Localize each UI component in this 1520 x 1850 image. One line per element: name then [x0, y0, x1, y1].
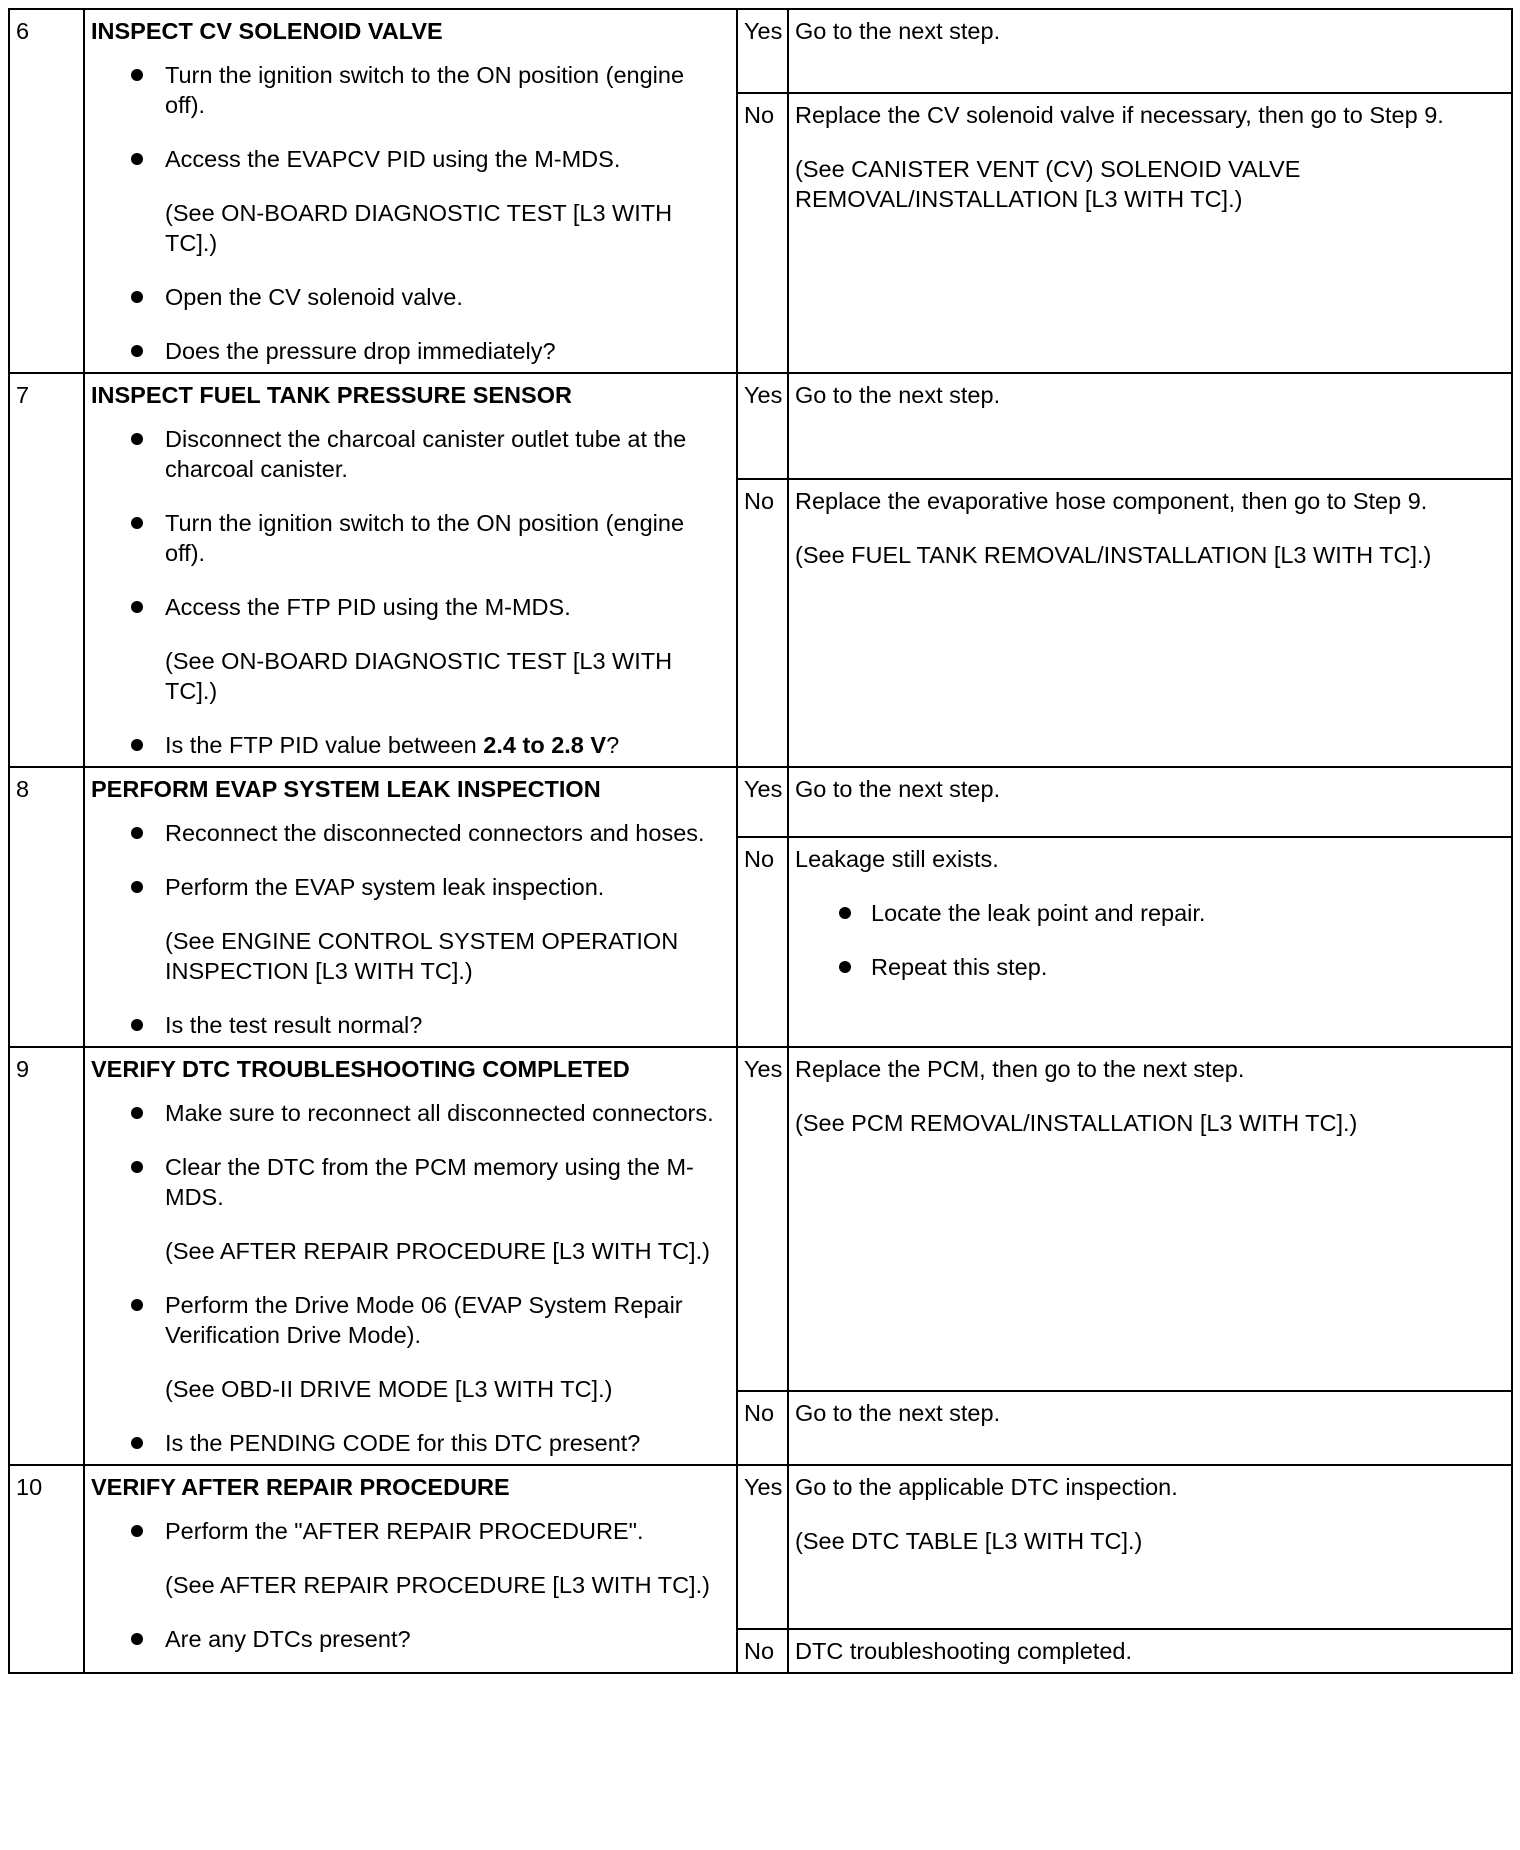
no-result: Leakage still exists. Locate the leak point and repair. Repeat this step.: [788, 837, 1512, 1047]
step-title: VERIFY AFTER REPAIR PROCEDURE: [91, 1474, 510, 1500]
action-item: Perform the Drive Mode 06 (EVAP System Repair Verification Drive Mode). (See OBD-II DRIVE MODE [L3 WITH TC].): [131, 1290, 730, 1404]
yes-label: Yes: [737, 1465, 788, 1629]
reference-link: (See AFTER REPAIR PROCEDURE [L3 WITH TC].): [165, 1572, 710, 1598]
no-result: Replace the evaporative hose component, then go to Step 9. (See FUEL TANK REMOVAL/INSTALLATION [L3 WITH TC].): [788, 479, 1512, 767]
no-label: No: [737, 1391, 788, 1465]
action-item: Reconnect the disconnected connectors and hoses.: [131, 818, 730, 848]
result-list: [795, 898, 1505, 982]
step-action-cell: [84, 373, 737, 767]
step-title: INSPECT CV SOLENOID VALVE: [91, 18, 443, 44]
yes-label: Yes: [737, 767, 788, 837]
no-result: Replace the CV solenoid valve if necessary, then go to Step 9. (See CANISTER VENT (CV) SOLENOID VALVE REMOVAL/INSTALLATION [L3 WITH TC].): [788, 93, 1512, 373]
reference-link: (See PCM REMOVAL/INSTALLATION [L3 WITH TC].): [795, 1110, 1358, 1136]
reference-link: (See ENGINE CONTROL SYSTEM OPERATION INSPECTION [L3 WITH TC].): [165, 928, 679, 984]
step-title: PERFORM EVAP SYSTEM LEAK INSPECTION: [91, 776, 601, 802]
troubleshooting-table: [8, 8, 1513, 1674]
result-item: Locate the leak point and repair.: [839, 898, 1505, 928]
reference-link: (See DTC TABLE [L3 WITH TC].): [795, 1528, 1143, 1554]
reference-link: (See ON-BOARD DIAGNOSTIC TEST [L3 WITH TC].): [165, 200, 673, 256]
action-item: Disconnect the charcoal canister outlet tube at the charcoal canister.: [131, 424, 730, 484]
yes-result: Go to the next step.: [788, 373, 1512, 479]
yes-label: Yes: [737, 1047, 788, 1391]
action-list: [91, 1098, 730, 1458]
value-range: 2.4 to 2.8 V: [483, 732, 607, 758]
action-item: Make sure to reconnect all disconnected connectors.: [131, 1098, 730, 1128]
step-number: 6: [9, 9, 84, 373]
action-item: Is the PENDING CODE for this DTC present?: [131, 1428, 730, 1458]
step-row-7-yes: [9, 373, 1512, 479]
action-item: Turn the ignition switch to the ON position (engine off).: [131, 508, 730, 568]
no-label: No: [737, 837, 788, 1047]
action-item: Is the FTP PID value between 2.4 to 2.8 V?: [131, 730, 730, 760]
step-row-9-yes: [9, 1047, 1512, 1391]
step-row-10-yes: [9, 1465, 1512, 1629]
reference-link: (See FUEL TANK REMOVAL/INSTALLATION [L3 WITH TC].): [795, 542, 1432, 568]
reference-link: (See ON-BOARD DIAGNOSTIC TEST [L3 WITH TC].): [165, 648, 673, 704]
step-number: 10: [9, 1465, 84, 1673]
document-page: [8, 8, 1511, 1674]
action-list: [91, 60, 730, 366]
action-item: Is the test result normal?: [131, 1010, 730, 1040]
step-action-cell: [84, 1047, 737, 1465]
no-label: No: [737, 1629, 788, 1673]
step-row-8-yes: [9, 767, 1512, 837]
step-title: VERIFY DTC TROUBLESHOOTING COMPLETED: [91, 1056, 630, 1082]
action-list: [91, 1516, 730, 1654]
no-result: Go to the next step.: [788, 1391, 1512, 1465]
action-item: Open the CV solenoid valve.: [131, 282, 730, 312]
result-item: Repeat this step.: [839, 952, 1505, 982]
yes-result: Go to the applicable DTC inspection. (See DTC TABLE [L3 WITH TC].): [788, 1465, 1512, 1629]
yes-result: Go to the next step.: [788, 9, 1512, 93]
yes-result: Go to the next step.: [788, 767, 1512, 837]
step-number: 8: [9, 767, 84, 1047]
step-action-cell: [84, 1465, 737, 1673]
yes-label: Yes: [737, 373, 788, 479]
action-item: Perform the "AFTER REPAIR PROCEDURE". (See AFTER REPAIR PROCEDURE [L3 WITH TC].): [131, 1516, 730, 1600]
reference-link: (See CANISTER VENT (CV) SOLENOID VALVE REMOVAL/INSTALLATION [L3 WITH TC].): [795, 156, 1301, 212]
no-label: No: [737, 479, 788, 767]
action-item: Does the pressure drop immediately?: [131, 336, 730, 366]
step-action-cell: [84, 9, 737, 373]
action-item: Perform the EVAP system leak inspection. (See ENGINE CONTROL SYSTEM OPERATION INSPECTION [L3 WITH TC].): [131, 872, 730, 986]
step-title: INSPECT FUEL TANK PRESSURE SENSOR: [91, 382, 572, 408]
step-row-6-yes: [9, 9, 1512, 93]
action-item: Access the EVAPCV PID using the M-MDS. (See ON-BOARD DIAGNOSTIC TEST [L3 WITH TC].): [131, 144, 730, 258]
action-item: Turn the ignition switch to the ON position (engine off).: [131, 60, 730, 120]
yes-label: Yes: [737, 9, 788, 93]
action-item: Are any DTCs present?: [131, 1624, 730, 1654]
step-action-cell: [84, 767, 737, 1047]
action-list: [91, 424, 730, 760]
action-item: Access the FTP PID using the M-MDS. (See ON-BOARD DIAGNOSTIC TEST [L3 WITH TC].): [131, 592, 730, 706]
step-number: 7: [9, 373, 84, 767]
action-list: [91, 818, 730, 1040]
reference-link: (See AFTER REPAIR PROCEDURE [L3 WITH TC].): [165, 1238, 710, 1264]
yes-result: Replace the PCM, then go to the next step. (See PCM REMOVAL/INSTALLATION [L3 WITH TC].): [788, 1047, 1512, 1391]
reference-link: (See OBD-II DRIVE MODE [L3 WITH TC].): [165, 1376, 613, 1402]
no-result: DTC troubleshooting completed.: [788, 1629, 1512, 1673]
step-number: 9: [9, 1047, 84, 1465]
action-item: Clear the DTC from the PCM memory using the M-MDS. (See AFTER REPAIR PROCEDURE [L3 WITH TC].): [131, 1152, 730, 1266]
no-label: No: [737, 93, 788, 373]
